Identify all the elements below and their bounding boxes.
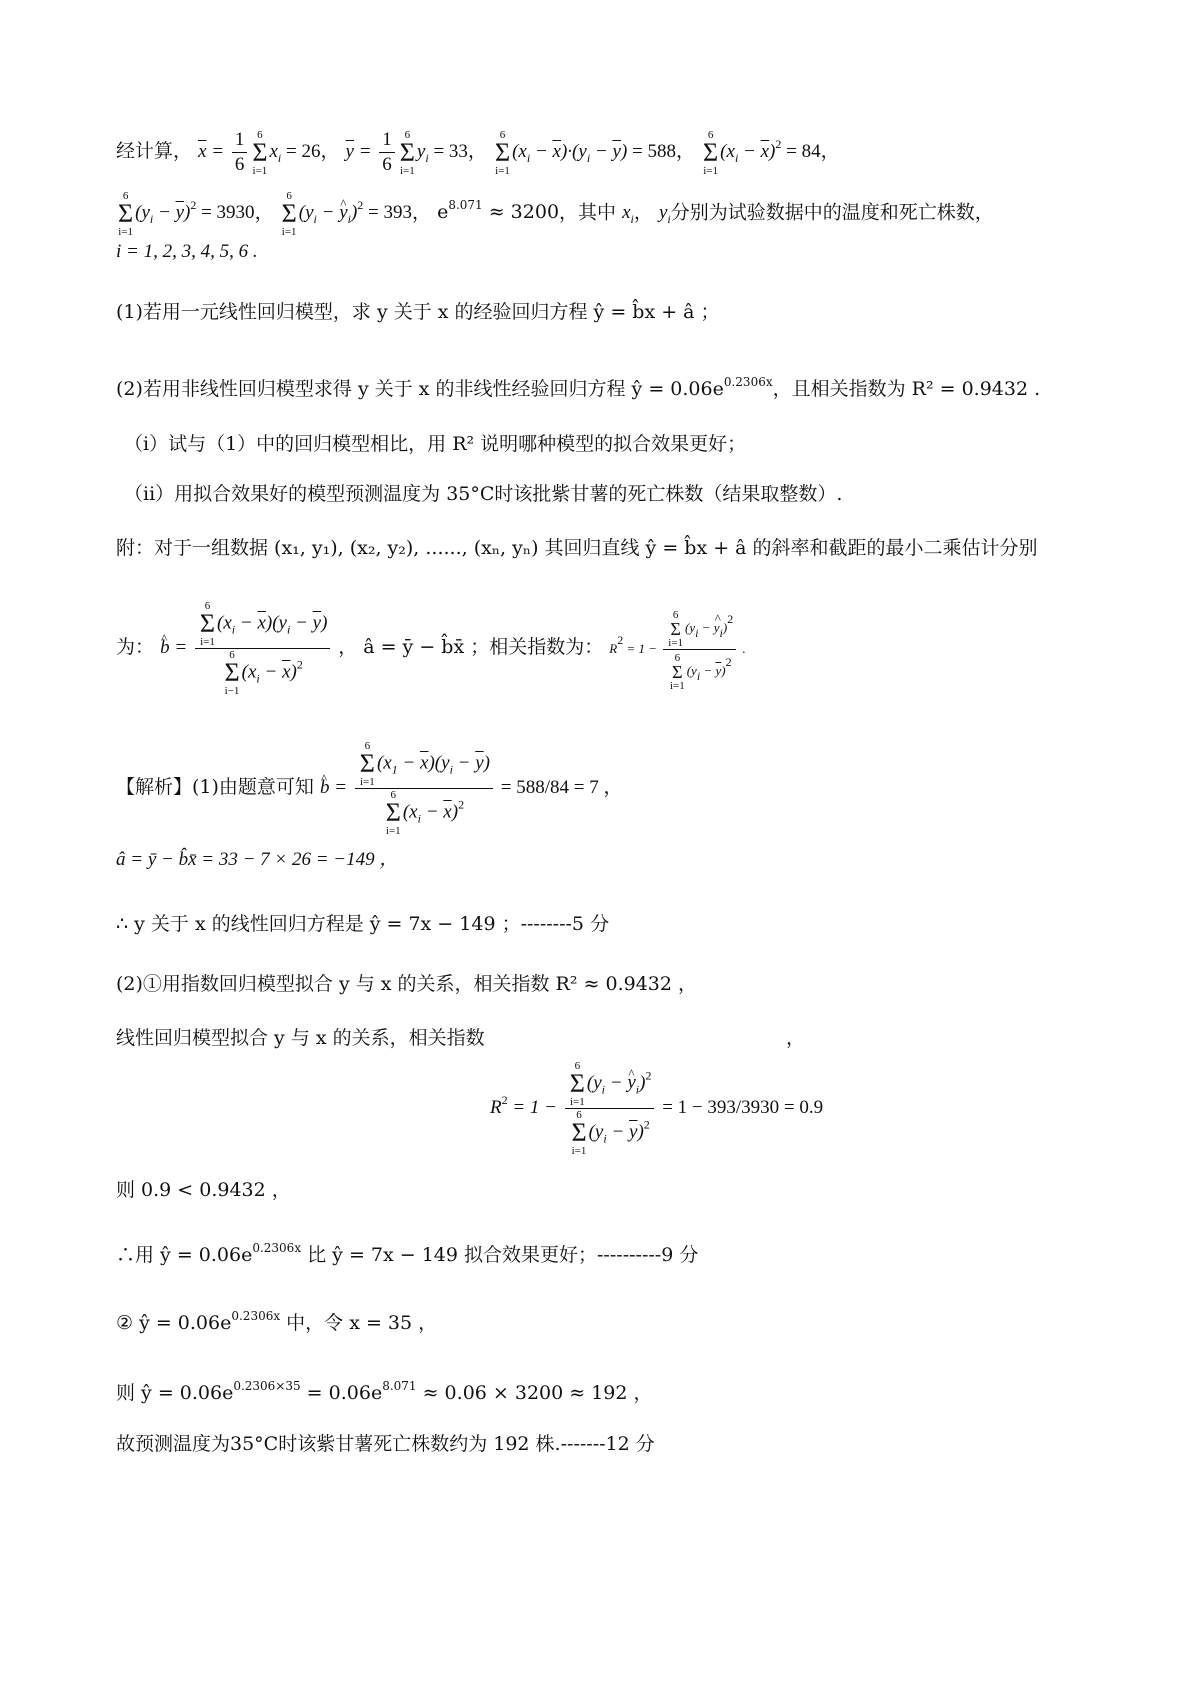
intro-lead: 经计算， xyxy=(116,139,193,162)
question-2-sup: 0.2306x xyxy=(723,375,773,389)
solution-head: 【解析】(1)由题意可知 xyxy=(116,775,314,798)
appendix-line-2: 为： ^ b = 6 Σ i=1 $(x_i - \overline{x})(y_i - \overline{y})$ 6 Σ i−1 $(x_i - \overline{x})^2$ ， â = ȳ − b̂x̄ ；相关指数为： R2 = 1 − 6 Σ i=1 (yi − ^ yi)2 6 Σ i=1 $(yi - \overline{y})2$ . xyxy=(116,600,746,697)
appendix-mid: ， â = ȳ − b̂x̄ ；相关指数为： xyxy=(338,635,604,658)
solution-calc xyxy=(116,1374,653,1405)
calc-sup-1: 0.2306×35 xyxy=(233,1379,301,1393)
solution-a-hat: â = ȳ − b̂x̄ = 33 − 7 × 26 = −149 ， xyxy=(116,849,399,870)
calc-sup-2: 8.071 xyxy=(382,1379,417,1393)
question-2-tail: ，且相关指数为 R² = 0.9432 . xyxy=(772,378,1041,400)
calc-tail: ≈ 0.06 × 3200 ≈ 192 ， xyxy=(416,1382,653,1404)
solution-part-2-1: (2)①用指数回归模型拟合 y 与 x 的关系，相关指数 R² ≈ 0.9432 ， xyxy=(116,973,698,995)
question-2 xyxy=(116,370,1040,401)
question-2-ii: （ii）用拟合效果好的模型预测温度为 35°C时该批紫甘薯的死亡株数（结果取整数）. xyxy=(124,483,843,505)
appendix-line-1: 附：对于一组数据 (x₁, y₁), (x₂, y₂), ......, (xₙ, yₙ) 其回归直线 ŷ = b̂x + â 的斜率和截距的最小二乘估计分别 xyxy=(116,537,1038,559)
solution-b-hat: 【解析】(1)由题意可知 ^ b = 6 Σ i=1 $(x_1 - \overline{x})(y_i - \overline{y})$ 6 Σ i=1 $(x_i - \overline{x})^2$ = 588/84 = 7 ， xyxy=(116,740,622,837)
solution-compare: 则 0.9 < 0.9432 ， xyxy=(116,1179,291,1201)
b-hat-result: = 588/84 = 7 ， xyxy=(500,776,623,798)
solution-final: 故预测温度为35°C时该紫甘薯死亡株数约为 192 株.-------12 分 xyxy=(116,1433,655,1455)
r2-formula: 6 Σ i=1 (yi − ^ yi)2 6 Σ i=1 $(yi - \overline{y})2$ xyxy=(663,607,736,692)
conclusion-2-text: ∴用 ŷ = 0.06e xyxy=(116,1244,253,1266)
given-stats-line-1: 经计算， $\overline{x}$ = $\frac{1}{6}$ 6 Σ i=1 $x_i = 26$， $\overline{y}$ = $\frac{1}{6}$ 6 Σ i=1 $y_i = 33$， 6 Σ i=1 $(x_i - \overline{x})\cdot(y_i - \overline{y}) = 588$， 6 Σ i=1 $(x_i - \overline{x})^2 = 84$， xyxy=(116,128,840,177)
xbar-value: = 26 xyxy=(286,140,321,162)
b-hat-formula: 6 Σ i=1 $(x_i - \overline{x})(y_i - \overline{y})$ 6 Σ i−1 $(x_i - \overline{x})^2$ xyxy=(195,600,331,697)
solution-part-2-2-text: 线性回归模型拟合 y 与 x 的关系，相关指数 xyxy=(116,1027,485,1049)
syy-value: = 3930 xyxy=(201,202,255,224)
part-3-sup: 0.2306x xyxy=(231,1309,281,1323)
conclusion-2-tail: 比 ŷ = 7x − 149 拟合效果更好；----------9 分 xyxy=(301,1244,699,1266)
question-1: (1)若用一元线性回归模型，求 y 关于 x 的经验回归方程 ŷ = b̂x + â ； xyxy=(116,301,720,323)
exp-sup: 8.071 xyxy=(448,198,483,213)
appendix-lead: 为： xyxy=(116,635,155,658)
calc-text: 则 ŷ = 0.06e xyxy=(116,1382,234,1404)
sxy-value: = 588 xyxy=(632,140,676,162)
ybar-value: = 33 xyxy=(433,140,468,162)
sxx-value: = 84 xyxy=(786,140,821,162)
exp-approx: ≈ 3200 xyxy=(488,201,560,224)
solution-part-2-2 xyxy=(116,1026,485,1050)
given-stats-line-2: 6 Σ i=1 $(y_i - \overline{y})^2 = 3930$， 6 Σ i=1 ($y_i$ − ^ $y_i)^2 = 393$， $e^{8.071} \approx 3200$，其中 $x_i$， $y_i$分别为试验数据中的温度和死亡株数， xyxy=(116,190,994,238)
r2-linear-result: = 1 − 393/3930 = 0.9 xyxy=(662,1096,824,1118)
r2-linear-formula: $R^2 = 1$ − 6 Σ i=1 ($y_i$ − ^ $y_i)^2$ 6 Σ i=1 $(y_i - \overline{y})^2$ = 1 − 393/3930 = 0.9 xyxy=(490,1060,823,1157)
intro-note-2: 分别为试验数据中的温度和死亡株数， xyxy=(670,201,994,224)
calc-mid: = 0.06e xyxy=(300,1382,383,1404)
solution-part-2-2-comma: ， xyxy=(786,1027,806,1049)
solution-part-3 xyxy=(116,1304,437,1335)
intro-note: ，其中 xyxy=(559,201,617,224)
conclusion-2-sup: 0.2306x xyxy=(252,1241,302,1255)
exp-base: e xyxy=(437,201,449,224)
index-line: i = 1, 2, 3, 4, 5, 6 . xyxy=(116,241,258,262)
solution-conclusion-1: ∴ y 关于 x 的线性回归方程是 ŷ = 7x − 149 ；--------5 分 xyxy=(116,913,610,935)
question-2-text: (2)若用非线性回归模型求得 y 关于 x 的非线性经验回归方程 ŷ = 0.06e xyxy=(116,378,724,400)
part-3-text: ② ŷ = 0.06e xyxy=(116,1312,232,1334)
question-2-i: （i）试与（1）中的回归模型相比，用 R² 说明哪种模型的拟合效果更好； xyxy=(124,433,747,455)
sres-value: = 393 xyxy=(368,202,413,224)
solution-conclusion-2 xyxy=(116,1236,698,1267)
part-3-tail: 中，令 x = 35 ， xyxy=(280,1312,438,1334)
